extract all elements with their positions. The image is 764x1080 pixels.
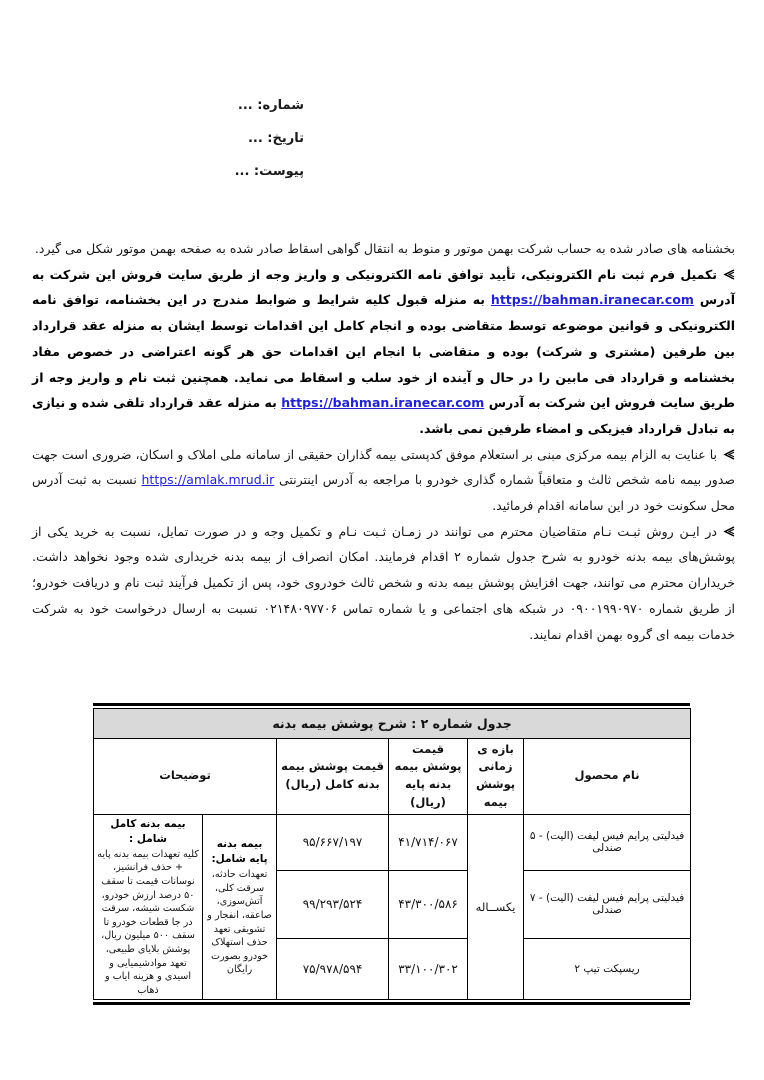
letterhead-number: شماره: ... (237, 98, 304, 113)
letterhead-attachment: پیوست: ... (234, 164, 304, 179)
letterhead-meta (200, 96, 304, 195)
product-name-cell: ریسپکت تیپ ۲ (524, 938, 691, 999)
paragraph-text: در ایـن روش ثبـت نـام متقاضیان محترم می توانند در زمـان ثـبت نـام و تکمیل وجه و در صورت تمایل، نسبت به خرید یکی از پوشش‌های بیمه بدنه خودرو به شرح جدول شماره ۲ اقدام فرمایند. امکان انصراف از بیمه بدنه خریداری شده وجود نخواهد داشت. خریداران محترم می توانند، جهت افزایش پوشش بیمه بدنه و شخص ثالث خودروی خود، پس از تکمیل فرآیند ثبت نام و دریافت خودرو؛ از طریق شماره ۰۹۰۰۱۹۹۰۹۷۰ در شبکه های اجتماعی و یا شماره تماس ۰۲۱۴۸۰۹۷۷۰۶ نسبت به ارسال درخواست خود به شرکت خدمات بیمه ای گروه بهمن اقدام نمایند. (32, 523, 736, 642)
col-header-notes: توضیحات (94, 738, 277, 814)
col-header-product-name: نام محصول (524, 738, 691, 814)
notes-base-coverage-cell (203, 814, 277, 1000)
paragraph-text: نسبت به ثبت آدرس محل سکونت خود در این سامانه اقدام فرمائید. (32, 472, 735, 514)
paragraph-text: با عنایت به الزام بیمه مرکزی مبنی بر استعلام موفق کدپستی بیمه گذاران حقیقی از سامانه ملی املاک و اسکان، ضروری است جهت صدور بیمه نامه شخص ثالث و متعاقباً شماره گذاری خودرو با مراجعه به آدرس اینترنتی (32, 446, 735, 488)
col-header-coverage-period: بازه ی زمانی پوشش بیمه (468, 738, 524, 814)
paragraph-central-insurance (32, 442, 735, 519)
left-arrowhead-icon (722, 526, 735, 537)
paragraph-text: تکمیل فرم ثبت نام الکترونیکی، تأیید توافق نامه الکترونیکی و واریز وجه از طریق سایت فروش این شرکت به آدرس (32, 266, 735, 308)
left-arrowhead-icon (722, 269, 735, 280)
notes-full-coverage-cell (94, 814, 203, 1000)
product-name-cell: فیدلیتی پرایم فیس لیفت (الیت) - ۷ صندلی (524, 870, 691, 938)
full-price-cell: ۹۵/۶۶۷/۱۹۷ (277, 814, 389, 870)
notes-base-title: بیمه بدنه پایه شامل: (211, 838, 268, 866)
paragraph-text: بخشنامه های صادر شده به حساب شرکت بهمن موتور و منوط به انتقال گواهی اسقاط صادر شده به صفحه بهمن موتور شکل می گیرد. (34, 241, 735, 256)
full-price-cell: ۷۵/۹۷۸/۵۹۴ (277, 938, 389, 999)
letterhead-date: تاریخ: ... (247, 131, 304, 146)
paragraph-text: به منزله قبول کلیه شرایط و ضوابط مندرج در این بخشنامه، توافق نامه الکترونیکی و قوانین موضوعه توسط متقاضی بوده و انجام کامل این اقدامات توسط ایشان به منزله عقد قرارداد بین طرفین (مشتری و شرکت) بوده و متقاضی با انجام این اقدامات حق هر گونه اعتراضی در خصوص مفاد بخشنامه و قرارداد فی مابین را در حال و آینده از خود سلب و اسقاط می نماید. همچنین ثبت نام و واریز وجه از طریق سایت فروش این شرکت به آدرس (32, 292, 735, 411)
insurance-coverage-table (93, 703, 690, 1005)
product-name-cell: فیدلیتی پرایم فیس لیفت (الیت) - ۵ صندلی (524, 814, 691, 870)
paragraph-registration-terms (32, 262, 735, 442)
link-bahman-iranecar[interactable]: https://bahman.iranecar.com (281, 395, 485, 411)
paragraph-text: به منزله عقد قرارداد تلقی شده و نیازی به تبادل قرارداد فیزیکی و امضاء طرفین نمی باشد. (32, 395, 735, 436)
paragraph-body-insurance-option (32, 519, 735, 648)
table-title: جدول شماره ۲ : شرح پوشش بیمه بدنه (94, 708, 691, 738)
col-header-full-price: قیمت پوشش بیمه بدنه کامل (ریال) (277, 738, 389, 814)
notes-base-text: تعهدات حادثه، سرقت کلی، آتش‌سوزی، صاعقه، انفجار و تشویقی تعهد حذف استهلاک خودرو بصورت رایگان (207, 869, 272, 976)
notes-full-title: بیمه بدنه کامل شامل : (110, 817, 186, 845)
link-amlak-mrud[interactable]: https://amlak.mrud.ir (141, 472, 275, 488)
coverage-period-cell: یکســاله (468, 814, 524, 1000)
paragraph-intro (32, 236, 735, 262)
base-price-cell: ۴۱/۷۱۴/۰۶۷ (389, 814, 468, 870)
base-price-cell: ۴۳/۳۰۰/۵۸۶ (389, 870, 468, 938)
col-header-base-price: قیمت پوشش بیمه بدنه پایه (ریال) (389, 738, 468, 814)
table-row (94, 814, 691, 870)
full-price-cell: ۹۹/۲۹۳/۵۲۴ (277, 870, 389, 938)
base-price-cell: ۳۳/۱۰۰/۳۰۲ (389, 938, 468, 999)
notes-full-text: کلیه تعهدات بیمه بدنه پایه + حذف فرانشیز، نوسانات قیمت تا سقف ۵۰ درصد ارزش خودرو، شکست شیشه، سرقت در جا قطعات خودرو تا سقف ۵۰۰ میلیون ریال، پوشش بلایای طبیعی، تعهد موادشیمیایی و اسیدی و هزینه ایاب و ذهاب (97, 848, 199, 996)
document-body (32, 236, 735, 647)
link-bahman-iranecar[interactable]: https://bahman.iranecar.com (490, 292, 694, 308)
left-arrowhead-icon (722, 449, 735, 460)
